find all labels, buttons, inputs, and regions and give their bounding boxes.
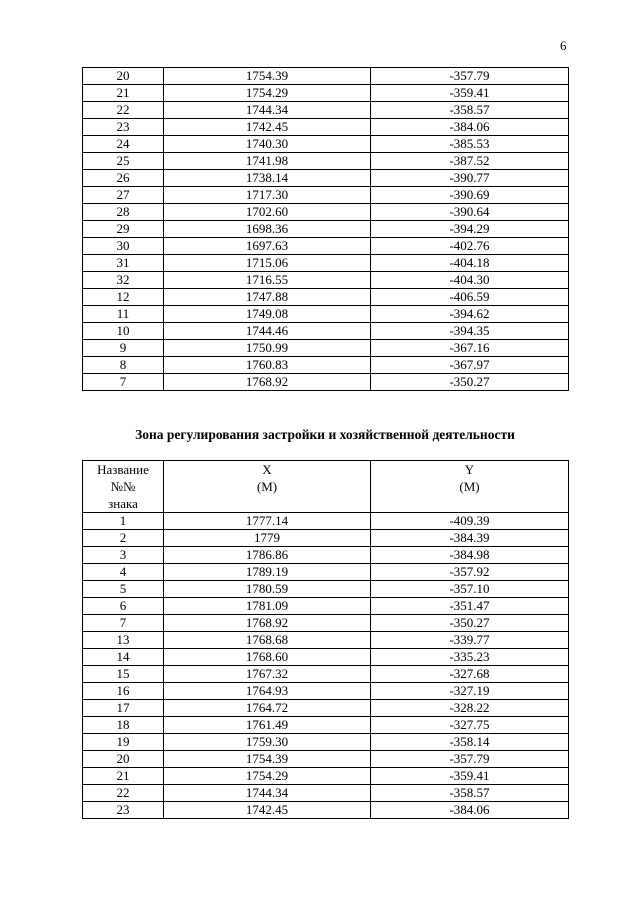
cell-x-value: 1768.92 <box>164 615 371 632</box>
cell-y-value: -390.77 <box>371 170 569 187</box>
cell-y-value: -367.97 <box>371 357 569 374</box>
table-header <box>83 461 569 513</box>
cell-x-value: 1754.29 <box>164 85 371 102</box>
cell-sign-number: 13 <box>83 632 164 649</box>
cell-y-value: -359.41 <box>371 85 569 102</box>
cell-x-value: 1786.86 <box>164 547 371 564</box>
table-row <box>83 357 569 374</box>
cell-x-value: 1768.68 <box>164 632 371 649</box>
cell-y-value: -387.52 <box>371 153 569 170</box>
cell-y-value: -409.39 <box>371 513 569 530</box>
cell-sign-number: 18 <box>83 717 164 734</box>
table-row <box>83 768 569 785</box>
cell-y-value: -327.68 <box>371 666 569 683</box>
cell-x-value: 1747.88 <box>164 289 371 306</box>
header-sign-name-line: №№ <box>110 479 136 494</box>
table-row <box>83 289 569 306</box>
cell-y-value: -351.47 <box>371 598 569 615</box>
table-row <box>83 802 569 819</box>
cell-y-value: -335.23 <box>371 649 569 666</box>
header-sign-name <box>83 461 164 513</box>
cell-x-value: 1740.30 <box>164 136 371 153</box>
page-number: 6 <box>560 38 567 53</box>
cell-sign-number: 10 <box>83 323 164 340</box>
cell-x-value: 1749.08 <box>164 306 371 323</box>
table-row <box>83 255 569 272</box>
table-row <box>83 564 569 581</box>
cell-x-value: 1738.14 <box>164 170 371 187</box>
cell-sign-number: 7 <box>83 374 164 391</box>
coordinates-table-continued <box>82 67 569 391</box>
coordinates-table-body <box>83 68 569 391</box>
table-row <box>83 683 569 700</box>
cell-y-value: -394.35 <box>371 323 569 340</box>
cell-x-value: 1715.06 <box>164 255 371 272</box>
cell-y-value: -367.16 <box>371 340 569 357</box>
cell-sign-number: 29 <box>83 221 164 238</box>
cell-sign-number: 22 <box>83 102 164 119</box>
table-row <box>83 717 569 734</box>
cell-sign-number: 7 <box>83 615 164 632</box>
table-row <box>83 85 569 102</box>
cell-y-value: -406.59 <box>371 289 569 306</box>
header-sign-name-line: знака <box>108 496 138 511</box>
section-title: Зона регулирования застройки и хозяйственной деятельности <box>135 427 515 442</box>
table-row <box>83 530 569 547</box>
header-x <box>164 461 371 513</box>
header-sign-name-line: Название <box>97 462 149 477</box>
cell-y-value: -358.57 <box>371 102 569 119</box>
cell-sign-number: 9 <box>83 340 164 357</box>
cell-x-value: 1744.34 <box>164 785 371 802</box>
cell-sign-number: 31 <box>83 255 164 272</box>
cell-y-value: -357.79 <box>371 751 569 768</box>
cell-y-value: -358.14 <box>371 734 569 751</box>
regulation-zone-coordinates-table <box>82 460 569 819</box>
cell-x-value: 1764.72 <box>164 700 371 717</box>
cell-sign-number: 12 <box>83 289 164 306</box>
cell-sign-number: 1 <box>83 513 164 530</box>
cell-y-value: -394.29 <box>371 221 569 238</box>
cell-y-value: -385.53 <box>371 136 569 153</box>
table-row <box>83 340 569 357</box>
table-row <box>83 700 569 717</box>
cell-sign-number: 23 <box>83 119 164 136</box>
cell-y-value: -384.39 <box>371 530 569 547</box>
cell-y-value: -350.27 <box>371 374 569 391</box>
cell-y-value: -327.19 <box>371 683 569 700</box>
table-row <box>83 153 569 170</box>
cell-sign-number: 5 <box>83 581 164 598</box>
table-row <box>83 547 569 564</box>
cell-y-value: -350.27 <box>371 615 569 632</box>
header-y-unit: (М) <box>459 479 480 494</box>
cell-y-value: -359.41 <box>371 768 569 785</box>
cell-y-value: -357.10 <box>371 581 569 598</box>
cell-sign-number: 25 <box>83 153 164 170</box>
cell-y-value: -339.77 <box>371 632 569 649</box>
cell-x-value: 1767.32 <box>164 666 371 683</box>
cell-x-value: 1781.09 <box>164 598 371 615</box>
table-row <box>83 68 569 85</box>
cell-sign-number: 21 <box>83 85 164 102</box>
cell-x-value: 1789.19 <box>164 564 371 581</box>
cell-x-value: 1760.83 <box>164 357 371 374</box>
cell-y-value: -402.76 <box>371 238 569 255</box>
cell-sign-number: 19 <box>83 734 164 751</box>
cell-y-value: -384.98 <box>371 547 569 564</box>
cell-x-value: 1780.59 <box>164 581 371 598</box>
table-row <box>83 306 569 323</box>
table-row <box>83 734 569 751</box>
cell-sign-number: 3 <box>83 547 164 564</box>
cell-sign-number: 24 <box>83 136 164 153</box>
cell-sign-number: 20 <box>83 68 164 85</box>
cell-y-value: -394.62 <box>371 306 569 323</box>
cell-sign-number: 14 <box>83 649 164 666</box>
cell-x-value: 1759.30 <box>164 734 371 751</box>
cell-sign-number: 26 <box>83 170 164 187</box>
table-row <box>83 102 569 119</box>
cell-sign-number: 11 <box>83 306 164 323</box>
cell-sign-number: 15 <box>83 666 164 683</box>
table-row <box>83 119 569 136</box>
cell-sign-number: 22 <box>83 785 164 802</box>
cell-y-value: -390.64 <box>371 204 569 221</box>
cell-sign-number: 30 <box>83 238 164 255</box>
cell-x-value: 1768.60 <box>164 649 371 666</box>
cell-y-value: -384.06 <box>371 802 569 819</box>
table-row <box>83 598 569 615</box>
cell-x-value: 1717.30 <box>164 187 371 204</box>
cell-x-value: 1698.36 <box>164 221 371 238</box>
cell-x-value: 1742.45 <box>164 802 371 819</box>
table-row <box>83 666 569 683</box>
table-row <box>83 751 569 768</box>
cell-y-value: -357.79 <box>371 68 569 85</box>
cell-y-value: -404.30 <box>371 272 569 289</box>
cell-x-value: 1750.99 <box>164 340 371 357</box>
regulation-zone-table-body <box>83 513 569 819</box>
cell-x-value: 1754.39 <box>164 68 371 85</box>
table-row <box>83 374 569 391</box>
cell-y-value: -384.06 <box>371 119 569 136</box>
cell-y-value: -358.57 <box>371 785 569 802</box>
header-y <box>371 461 569 513</box>
cell-x-value: 1744.34 <box>164 102 371 119</box>
cell-x-value: 1761.49 <box>164 717 371 734</box>
cell-y-value: -328.22 <box>371 700 569 717</box>
cell-sign-number: 20 <box>83 751 164 768</box>
cell-x-value: 1741.98 <box>164 153 371 170</box>
cell-sign-number: 27 <box>83 187 164 204</box>
cell-sign-number: 17 <box>83 700 164 717</box>
cell-sign-number: 21 <box>83 768 164 785</box>
table-row <box>83 581 569 598</box>
table-row <box>83 170 569 187</box>
cell-x-value: 1768.92 <box>164 374 371 391</box>
table-row <box>83 615 569 632</box>
cell-x-value: 1754.29 <box>164 768 371 785</box>
header-x-unit: (М) <box>256 479 278 494</box>
cell-y-value: -357.92 <box>371 564 569 581</box>
cell-x-value: 1742.45 <box>164 119 371 136</box>
cell-y-value: -327.75 <box>371 717 569 734</box>
cell-sign-number: 2 <box>83 530 164 547</box>
cell-sign-number: 28 <box>83 204 164 221</box>
table-row <box>83 513 569 530</box>
cell-sign-number: 32 <box>83 272 164 289</box>
table-row <box>83 272 569 289</box>
cell-sign-number: 23 <box>83 802 164 819</box>
cell-x-value: 1716.55 <box>164 272 371 289</box>
table-row <box>83 323 569 340</box>
table-row <box>83 238 569 255</box>
cell-x-value: 1764.93 <box>164 683 371 700</box>
table-row <box>83 221 569 238</box>
cell-x-value: 1777.14 <box>164 513 371 530</box>
table-row <box>83 187 569 204</box>
table-row <box>83 136 569 153</box>
table-row <box>83 204 569 221</box>
cell-x-value: 1754.39 <box>164 751 371 768</box>
cell-sign-number: 6 <box>83 598 164 615</box>
cell-y-value: -390.69 <box>371 187 569 204</box>
cell-x-value: 1702.60 <box>164 204 371 221</box>
cell-x-value: 1744.46 <box>164 323 371 340</box>
cell-x-value: 1779 <box>164 530 371 547</box>
header-y-label: Y <box>464 462 475 477</box>
cell-sign-number: 8 <box>83 357 164 374</box>
cell-y-value: -404.18 <box>371 255 569 272</box>
table-row <box>83 632 569 649</box>
table-row <box>83 649 569 666</box>
cell-sign-number: 16 <box>83 683 164 700</box>
table-row <box>83 785 569 802</box>
table-header-row <box>83 461 569 513</box>
cell-sign-number: 4 <box>83 564 164 581</box>
cell-x-value: 1697.63 <box>164 238 371 255</box>
header-x-label: X <box>262 462 272 477</box>
